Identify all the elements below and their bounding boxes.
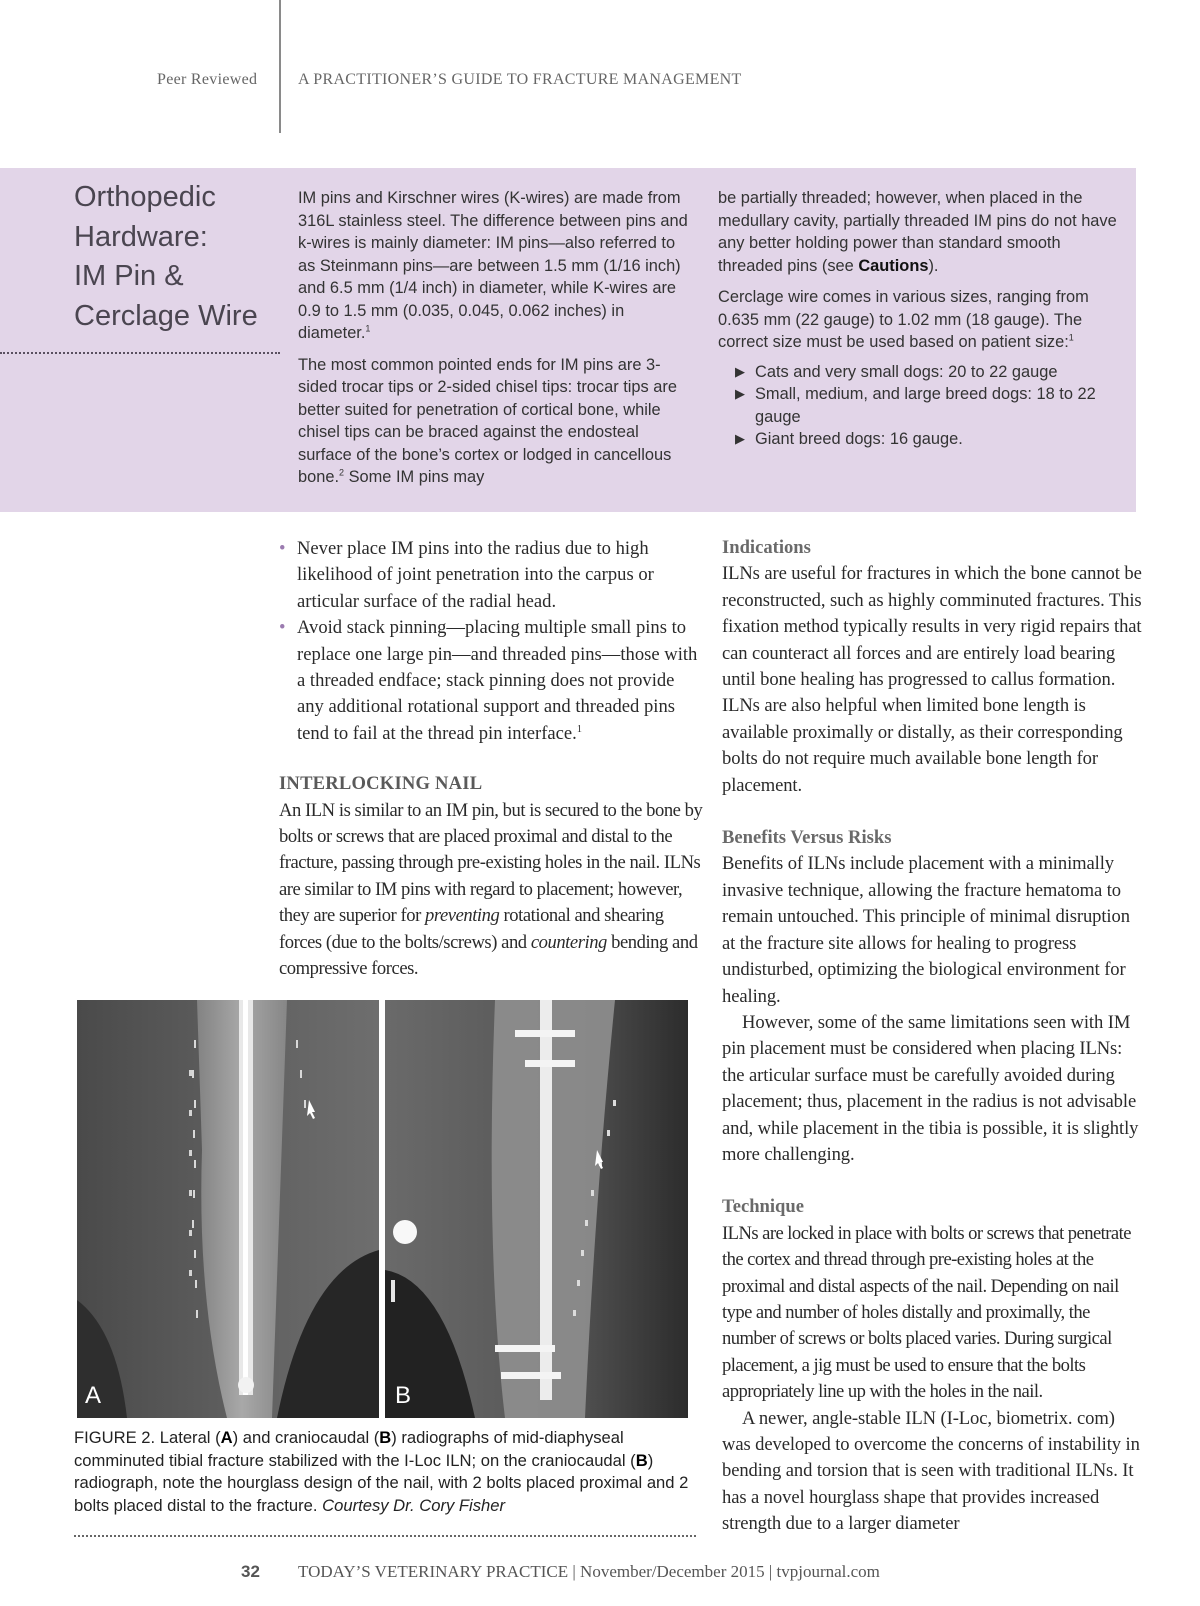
footer-journal: TODAY’S VETERINARY PRACTICE | November/December 2015 | tvpjournal.com — [298, 1562, 880, 1581]
running-head-right: A PRACTITIONER’S GUIDE TO FRACTURE MANAGEMENT — [298, 71, 742, 88]
list-item: • Never place IM pins into the radius due to high likelihood of joint penetration into the carpus or articular surface of the radial head. — [279, 538, 654, 612]
technique-heading: Technique — [722, 1196, 804, 1218]
benefits-heading: Benefits Versus Risks — [722, 827, 892, 849]
section-heading: INTERLOCKING NAIL — [279, 773, 483, 795]
bullet-dot-icon: • — [279, 538, 286, 559]
sidebar-column-1 — [298, 187, 691, 498]
header-divider — [279, 0, 281, 133]
sidebar-paragraph: The most common pointed ends for IM pins are 3-sided trocar tips or 2-sided chisel tips: trocar tips are better suited for penetration of cortical bone, while chisel tips can be braced against the endosteal surface of the bone’s cortex or lodged in cancellous bone.$^2$ Some IM pins may — [298, 355, 677, 486]
gauge-list — [718, 361, 1118, 451]
radiograph-lateral — [77, 1000, 379, 1418]
sidebar-title-line: Hardware: — [74, 220, 208, 253]
sidebar-title-line: IM Pin & — [74, 260, 184, 292]
radiograph-lateral-image — [77, 1000, 379, 1418]
running-head-left: Peer Reviewed — [157, 71, 258, 88]
figure-caption: FIGURE 2. Lateral (A) and craniocaudal (B) radiographs of mid-diaphyseal comminuted tibial fracture stabilized with the I-Loc ILN; on the craniocaudal (B) radiograph, note the hourglass design of the nail, with 2 bolts placed proximal and 2 bolts placed distal to the fracture. Courtesy Dr. Cory Fisher — [74, 1428, 689, 1515]
figure-label-b: B — [395, 1382, 412, 1409]
list-item: • Avoid stack pinning—placing multiple small pins to replace one large pin—and threaded pins—those with a threaded endface; stack pinning does not provide any additional rotational support and threaded pins tend to fail at the thread pin interface.$^1$ — [279, 617, 698, 744]
sidebar-title-line: Cerclage Wire — [74, 299, 258, 332]
triangle-bullet-icon: ▶ — [735, 386, 745, 401]
sidebar-title — [74, 178, 284, 336]
list-item: ▶ Giant breed dogs: 16 gauge. — [718, 428, 1118, 451]
right-text-column — [722, 535, 1142, 1538]
body-paragraph: An ILN is similar to an IM pin, but is secured to the bone by bolts or screws that are placed proximal and distal to the fracture, passing through pre-existing holes in the nail. ILNs are similar to IM pins with regard to placement; however, they are superior for preventing rotational and shearing forces (due to the bolts/screws) and countering bending and compressive forces. — [279, 799, 703, 980]
radiograph-craniocaudal-image — [385, 1000, 688, 1418]
bullet-dot-icon: • — [279, 617, 286, 639]
sidebar-title-line: Orthopedic — [74, 181, 216, 213]
reference-marker: 2 — [339, 467, 345, 478]
cautions-list — [279, 536, 704, 747]
body-paragraph: ILNs are locked in place with bolts or screws that penetrate the cortex and thread through pre-existing holes at the proximal and distal aspects of the nail. Depending on nail type and number of holes distally and proximally, the number of screws or bolts placed varies. During surgical placement, a jig must be used to ensure that the bolts appropriately line up with the holes in the nail. — [722, 1222, 1131, 1403]
body-paragraph: ILNs are useful for fractures in which the bone cannot be reconstructed, such as highly comminuted fractures. This fixation method typically results in very rigid repairs that can counteract all forces and are entirely load bearing until bone healing has progressed to callus formation. ILNs are also helpful when limited bone length is available proximally or distally, as their corresponding bolts do not require much available bone length for placement. — [722, 563, 1142, 796]
sidebar-column-2 — [718, 187, 1118, 451]
left-text-column — [279, 536, 704, 983]
radiograph-craniocaudal — [385, 1000, 688, 1418]
sidebar-title-rule — [0, 352, 280, 354]
figure-label-a: A — [85, 1382, 102, 1409]
body-paragraph: Benefits of ILNs include placement with a minimally invasive technique, allowing the fracture hematoma to remain untouched. This principle of minimal disruption at the fracture site allows for healing to progress undisturbed, optimizing the biological environment for healing. — [722, 853, 1130, 1007]
reference-marker: 1 — [1068, 332, 1074, 343]
body-paragraph: However, some of the same limitations seen with IM pin placement must be considered when placing ILNs: the articular surface must be carefully avoided during placement; thus, placement in the radius is not advisable and, while placement in the tibia is possible, it is slightly more challenging. — [722, 1011, 1139, 1165]
body-paragraph: A newer, angle-stable ILN (I-Loc, biometrix. com) was developed to overcome the concerns of instability in bending and torsion that is seen with traditional ILNs. It has a novel hourglass shape that provides increased strength due to a larger diameter — [722, 1407, 1140, 1535]
triangle-bullet-icon: ▶ — [735, 431, 745, 446]
sidebar-paragraph: IM pins and Kirschner wires (K-wires) are made from 316L stainless steel. The difference between pins and k-wires is mainly diameter: IM pins—also referred to as Steinmann pins—are between 1.5 mm (1/16 inch) and 6.5 mm (1/4 inch) in diameter, while K-wires are 0.9 to 1.5 mm (0.035, 0.045, 0.062 inches) in diameter.$^1$ — [298, 189, 688, 342]
triangle-bullet-icon: ▶ — [735, 363, 745, 379]
list-item: ▶ Small, medium, and large breed dogs: 18 to 22 gauge — [735, 385, 1096, 426]
sidebar-paragraph: be partially threaded; however, when placed in the medullary cavity, partially threaded IM pins do not have any better holding power than standard smooth threaded pins (see Cautions). — [718, 189, 1117, 275]
cautions-reference: Cautions — [858, 256, 929, 275]
figure-credit: Courtesy Dr. Cory Fisher — [322, 1495, 506, 1515]
reference-marker: 1 — [576, 723, 582, 735]
reference-marker: 1 — [365, 323, 371, 334]
indications-heading: Indications — [722, 537, 811, 558]
caption-rule — [74, 1535, 696, 1537]
sidebar-paragraph: Cerclage wire comes in various sizes, ranging from 0.635 mm (22 gauge) to 1.02 mm (18 gauge). The correct size must be used based on patient size:$^1$ — [718, 288, 1089, 351]
page-number: 32 — [241, 1562, 260, 1581]
list-item: ▶ Cats and very small dogs: 20 to 22 gauge — [718, 361, 1118, 384]
